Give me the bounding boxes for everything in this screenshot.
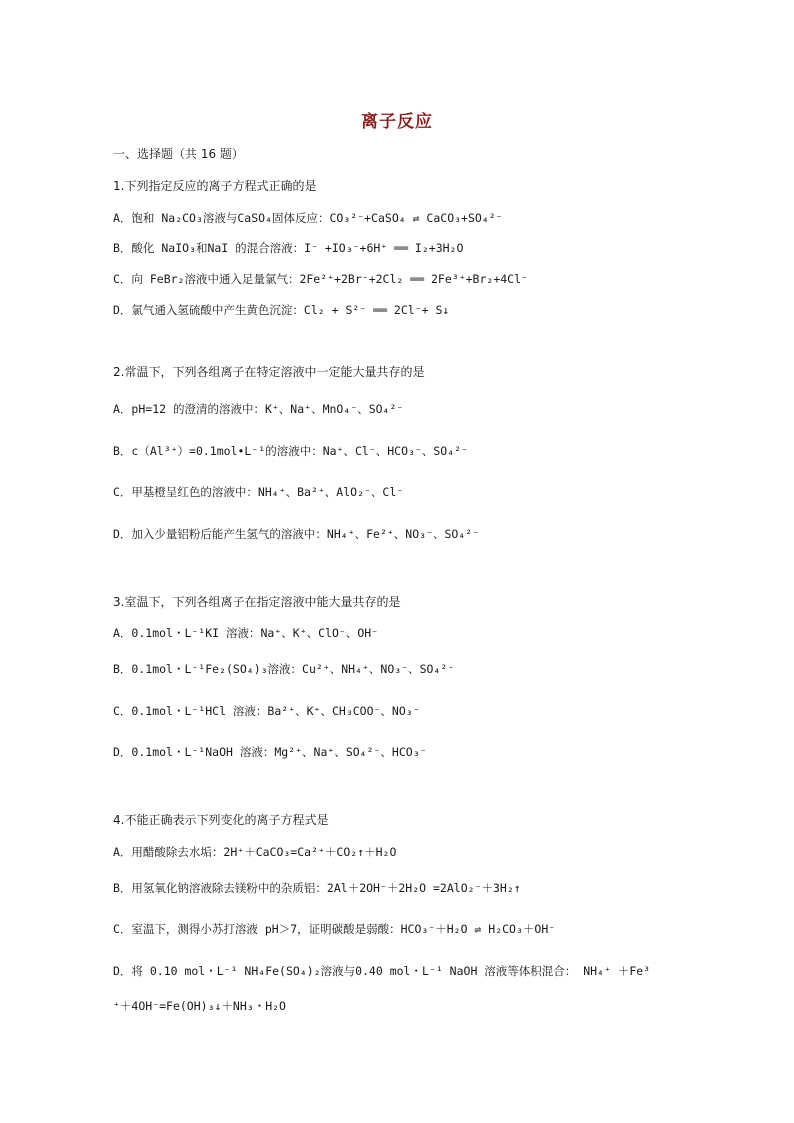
question-1-option-a: A．饱和 Na₂CO₃溶液与CaSO₄固体反应：CO₃²⁻+CaSO₄ ⇌ CaCO₃+SO₄²⁻: [113, 211, 503, 225]
question-4-option-a: A．用醋酸除去水垢：2H⁺＋CaCO₃=Ca²⁺＋CO₂↑＋H₂O: [113, 845, 397, 859]
question-3-option-d: D．0.1mol・L⁻¹NaOH 溶液：Mg²⁺、Na⁺、SO₄²⁻、HCO₃⁻: [113, 745, 427, 759]
page-title: 离子反应: [361, 112, 433, 132]
question-1-option-d: D．氯气通入氢硫酸中产生黄色沉淀：Cl₂ + S²⁻ ══ 2Cl⁻+ S↓: [113, 303, 450, 317]
question-3-option-c: C．0.1mol・L⁻¹HCl 溶液：Ba²⁺、K⁺、CH₃COO⁻、NO₃⁻: [113, 704, 420, 718]
question-1-stem: 1.下列指定反应的离子方程式正确的是: [113, 179, 317, 193]
section-heading: 一、选择题（共 16 题）: [113, 147, 244, 161]
question-4-option-d-continued: ⁺＋4OH⁻=Fe(OH)₃↓＋NH₃・H₂O: [113, 999, 286, 1013]
question-2-option-b: B．c（Al³⁺）=0.1mol•L⁻¹的溶液中：Na⁺、Cl⁻、HCO₃⁻、SO₄²⁻: [113, 444, 468, 458]
question-2-option-d: D．加入少量铝粉后能产生氢气的溶液中：NH₄⁺、Fe²⁺、NO₃⁻、SO₄²⁻: [113, 527, 480, 541]
question-3-stem: 3.室温下，下列各组离子在指定溶液中能大量共存的是: [113, 595, 401, 609]
question-4-option-b: B．用氢氧化钠溶液除去镁粉中的杂质铝：2Al＋2OH⁻＋2H₂O =2AlO₂⁻＋3H₂↑: [113, 881, 521, 895]
question-2-option-a: A．pH=12 的澄清的溶液中：K⁺、Na⁺、MnO₄⁻、SO₄²⁻: [113, 402, 404, 416]
question-4-stem: 4.不能正确表示下列变化的离子方程式是: [113, 813, 329, 827]
question-1-option-c: C．向 FeBr₂溶液中通入足量氯气：2Fe²⁺+2Br⁻+2Cl₂ ══ 2Fe³⁺+Br₂+4Cl⁻: [113, 272, 528, 286]
question-3-option-a: A．0.1mol・L⁻¹KI 溶液：Na⁺、K⁺、ClO⁻、OH⁻: [113, 626, 379, 640]
question-4-option-d: D．将 0.10 mol・L⁻¹ NH₄Fe(SO₄)₂溶液与0.40 mol・L⁻¹ NaOH 溶液等体积混合： NH₄⁺ ＋Fe³: [113, 964, 651, 978]
question-2-stem: 2.常温下，下列各组离子在特定溶液中一定能大量共存的是: [113, 365, 425, 379]
question-1-option-b: B．酸化 NaIO₃和NaI 的混合溶液：I⁻ +IO₃⁻+6H⁺ ══ I₂+3H₂O: [113, 241, 464, 255]
question-4-option-c: C．室温下，测得小苏打溶液 pH＞7，证明碳酸是弱酸：HCO₃⁻＋H₂O ⇌ H₂CO₃＋OH⁻: [113, 922, 556, 936]
question-2-option-c: C．甲基橙呈红色的溶液中：NH₄⁺、Ba²⁺、AlO₂⁻、Cl⁻: [113, 485, 404, 499]
question-3-option-b: B．0.1mol・L⁻¹Fe₂(SO₄)₃溶液：Cu²⁺、NH₄⁺、NO₃⁻、SO₄²⁻: [113, 662, 455, 676]
